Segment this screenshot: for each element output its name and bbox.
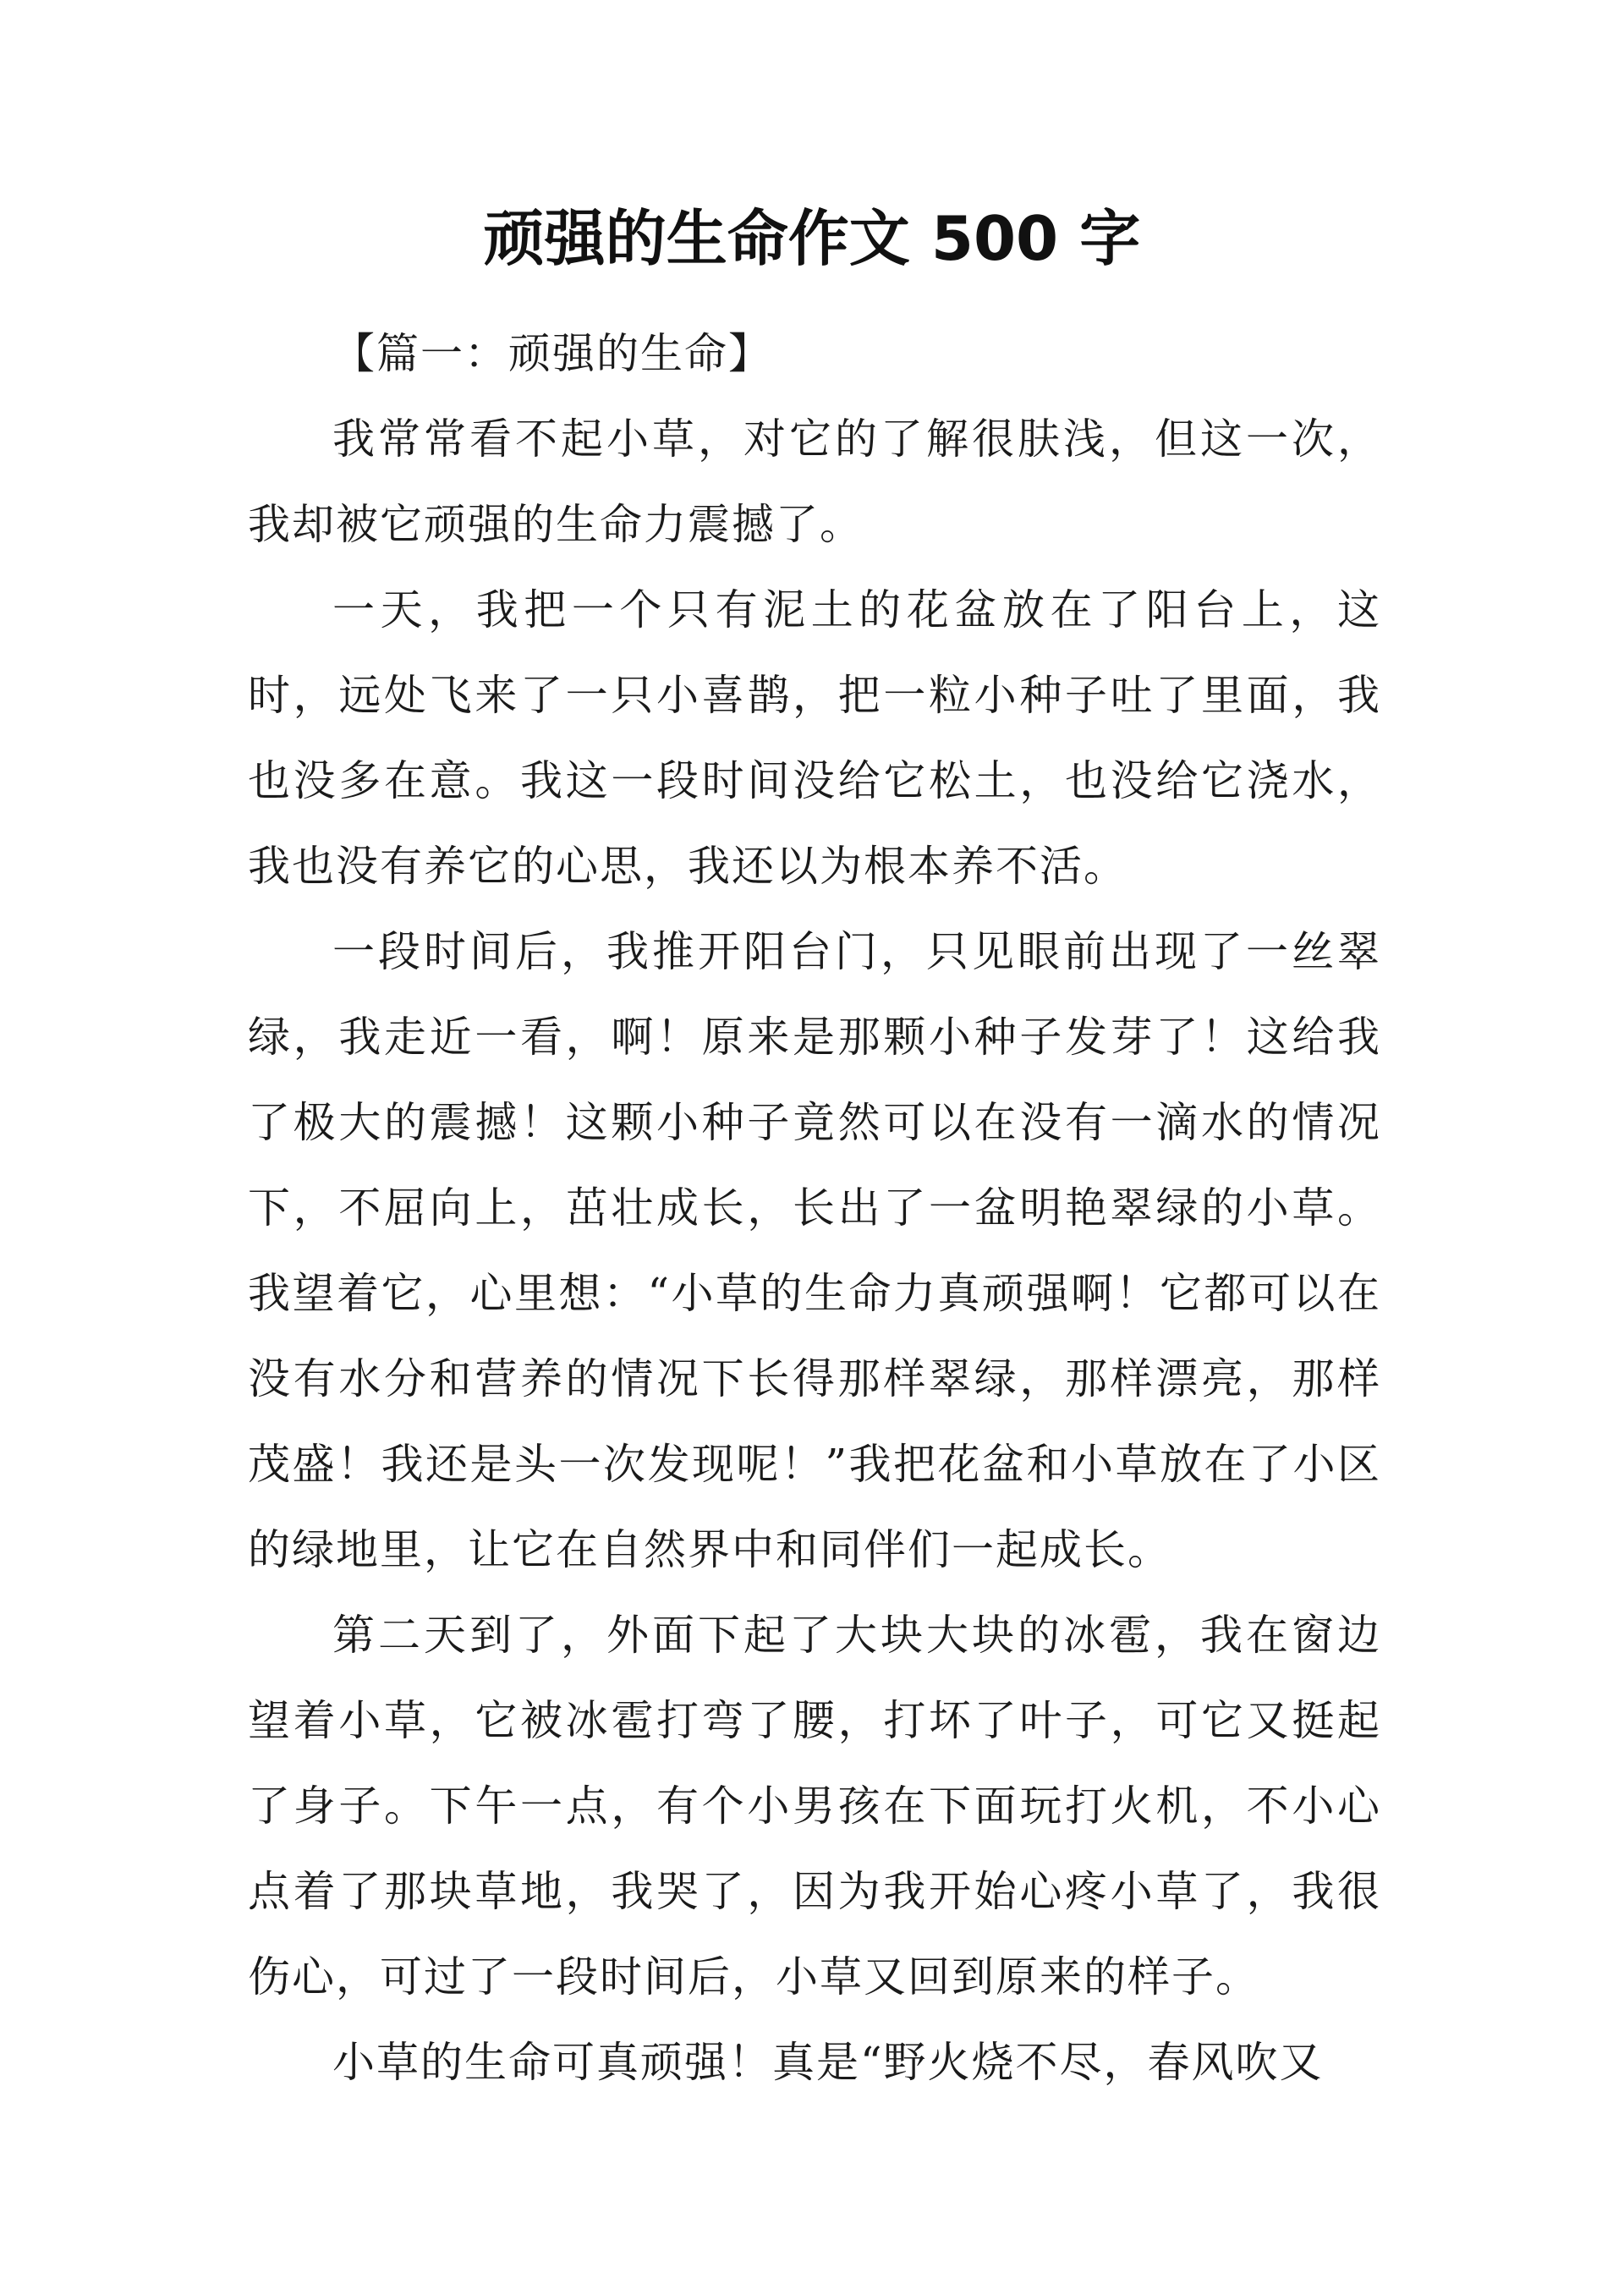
paragraph: 我常常看不起小草，对它的了解很肤浅，但这一次，我却被它顽强的生命力震撼了。 [248,415,1381,549]
document-body [248,311,1381,2106]
document-title: 顽强的生命作文 500 字 [483,203,1141,274]
paragraph: 一段时间后，我推开阳台门，只见眼前出现了一丝翠绿，我走近一看，啊！原来是那颗小种子发芽了！这给我了极大的震撼！这颗小种子竟然可以在没有一滴水的情况下，不屈向上，茁壮成长，长出了一盆明艳翠绿的小草。我望着它，心里想：“小草的生命力真顽强啊！它都可以在没有水分和营养的情况下长得那样翠绿，那样漂亮，那样茂盛！我还是头一次发现呢！”我把花盆和小草放在了小区的绿地里，让它在自然界中和同伴们一起成长。 [248,927,1381,1574]
paragraph: 一天，我把一个只有泥土的花盆放在了阳台上，这时，远处飞来了一只小喜鹊，把一粒小种子吐了里面，我也没多在意。我这一段时间没给它松土，也没给它浇水，我也没有养它的心思，我还以为根本养不活。 [248,585,1381,891]
paragraph: 第二天到了，外面下起了大块大块的冰雹，我在窗边望着小草，它被冰雹打弯了腰，打坏了叶子，可它又挺起了身子。下午一点，有个小男孩在下面玩打火机，不小心点着了那块草地，我哭了，因为我开始心疼小草了，我很伤心，可过了一段时间后，小草又回到原来的样子。 [248,1611,1381,2001]
paragraph: 小草的生命可真顽强！真是“野火烧不尽，春风吹又 [332,2038,1324,2087]
section-heading: 【篇一：顽强的生命】 [332,329,772,378]
